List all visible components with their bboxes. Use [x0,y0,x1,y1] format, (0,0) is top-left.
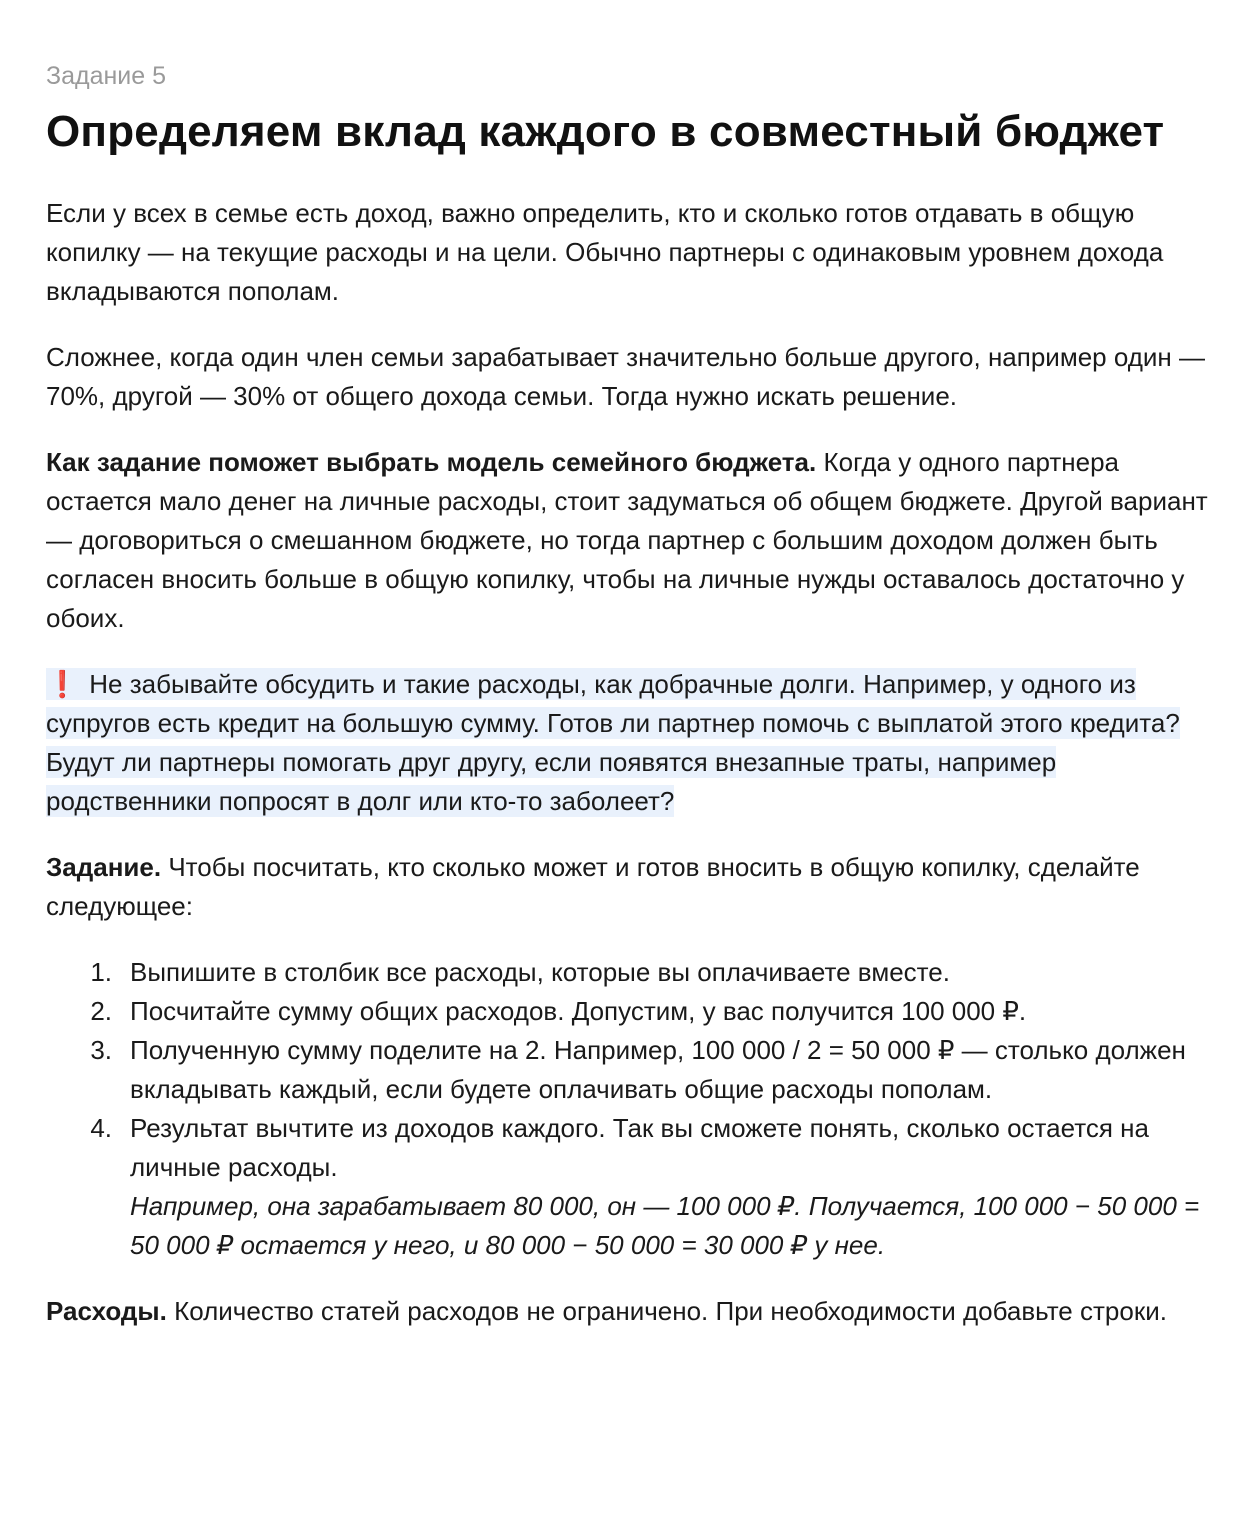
list-item [46,1031,1220,1109]
expenses-paragraph [46,1292,1220,1331]
expenses-lead: Расходы. [46,1296,167,1326]
list-item [46,992,1220,1031]
steps-list [46,953,1220,1265]
step-number: 3. [90,1035,112,1065]
task-number: Задание 5 [46,62,167,90]
step-text: Посчитайте сумму общих расходов. Допустим, у вас получится 100 000 ₽. [130,996,1027,1026]
step-number: 4. [90,1113,112,1143]
step-text: Результат вычтите из доходов каждого. Так вы сможете понять, сколько остается на личные расходы. [130,1113,1149,1182]
expenses-text: Количество статей расходов не ограничено. При необходимости добавьте строки. [166,1296,1167,1326]
intro-paragraph: Если у всех в семье есть доход, важно определить, кто и сколько готов отдавать в общую копилку — на текущие расходы и на цели. Обычно партнеры с одинаковым уровнем дохода вкладываются пополам. [46,198,1164,306]
callout-highlight [46,668,1180,817]
task-paragraph [46,848,1220,926]
list-item [46,1109,1220,1265]
list-item [46,953,1220,992]
step-text: Полученную сумму поделите на 2. Например, 100 000 / 2 = 50 000 ₽ — столько должен вкладывать каждый, если будете оплачивать общие расходы пополам. [130,1035,1186,1104]
budget-model-paragraph [46,443,1220,638]
step-number: 1. [90,957,112,987]
difficulty-paragraph: Сложнее, когда один член семьи зарабатывает значительно больше другого, например один — 70%, другой — 30% от общего дохода семьи. Тогда нужно искать решение. [46,342,1206,411]
step-number: 2. [90,996,112,1026]
task-lead: Задание. [46,852,162,882]
budget-model-lead: Как задание поможет выбрать модель семейного бюджета. [46,447,817,477]
step-body [130,1109,1220,1265]
task-text: Чтобы посчитать, кто сколько может и готов вносить в общую копилку, сделайте следующее: [46,852,1140,921]
step-text: Выпишите в столбик все расходы, которые вы оплачиваете вместе. [130,957,950,987]
budget-model-text: Когда у одного партнера остается мало денег на личные расходы, стоит задуматься об общем бюджете. Другой вариант — договориться о смешанном бюджете, но тогда партнер с большим доходом должен быть согласен вносить больше в общую копилку, чтобы на личные нужды оставалось достаточно у обоих. [46,447,1208,633]
step-example: Например, она зарабатывает 80 000, он — 100 000 ₽. Получается, 100 000 − 50 000 = 50 000 ₽ остается у него, и 80 000 − 50 000 = 30 000 ₽ у нее. [130,1191,1200,1260]
warning-callout [46,665,1220,821]
callout-text: Не забывайте обсудить и такие расходы, как добрачные долги. Например, у одного из супругов есть кредит на большую сумму. Готов ли партнер помочь с выплатой этого кредита? Будут ли партнеры помогать друг другу, если появятся внезапные траты, например родственники попросят в долг или кто-то заболеет? [46,669,1180,816]
page-title: Определяем вклад каждого в совместный бюджет [46,107,1165,156]
exclamation-icon: ❗ [46,669,79,699]
